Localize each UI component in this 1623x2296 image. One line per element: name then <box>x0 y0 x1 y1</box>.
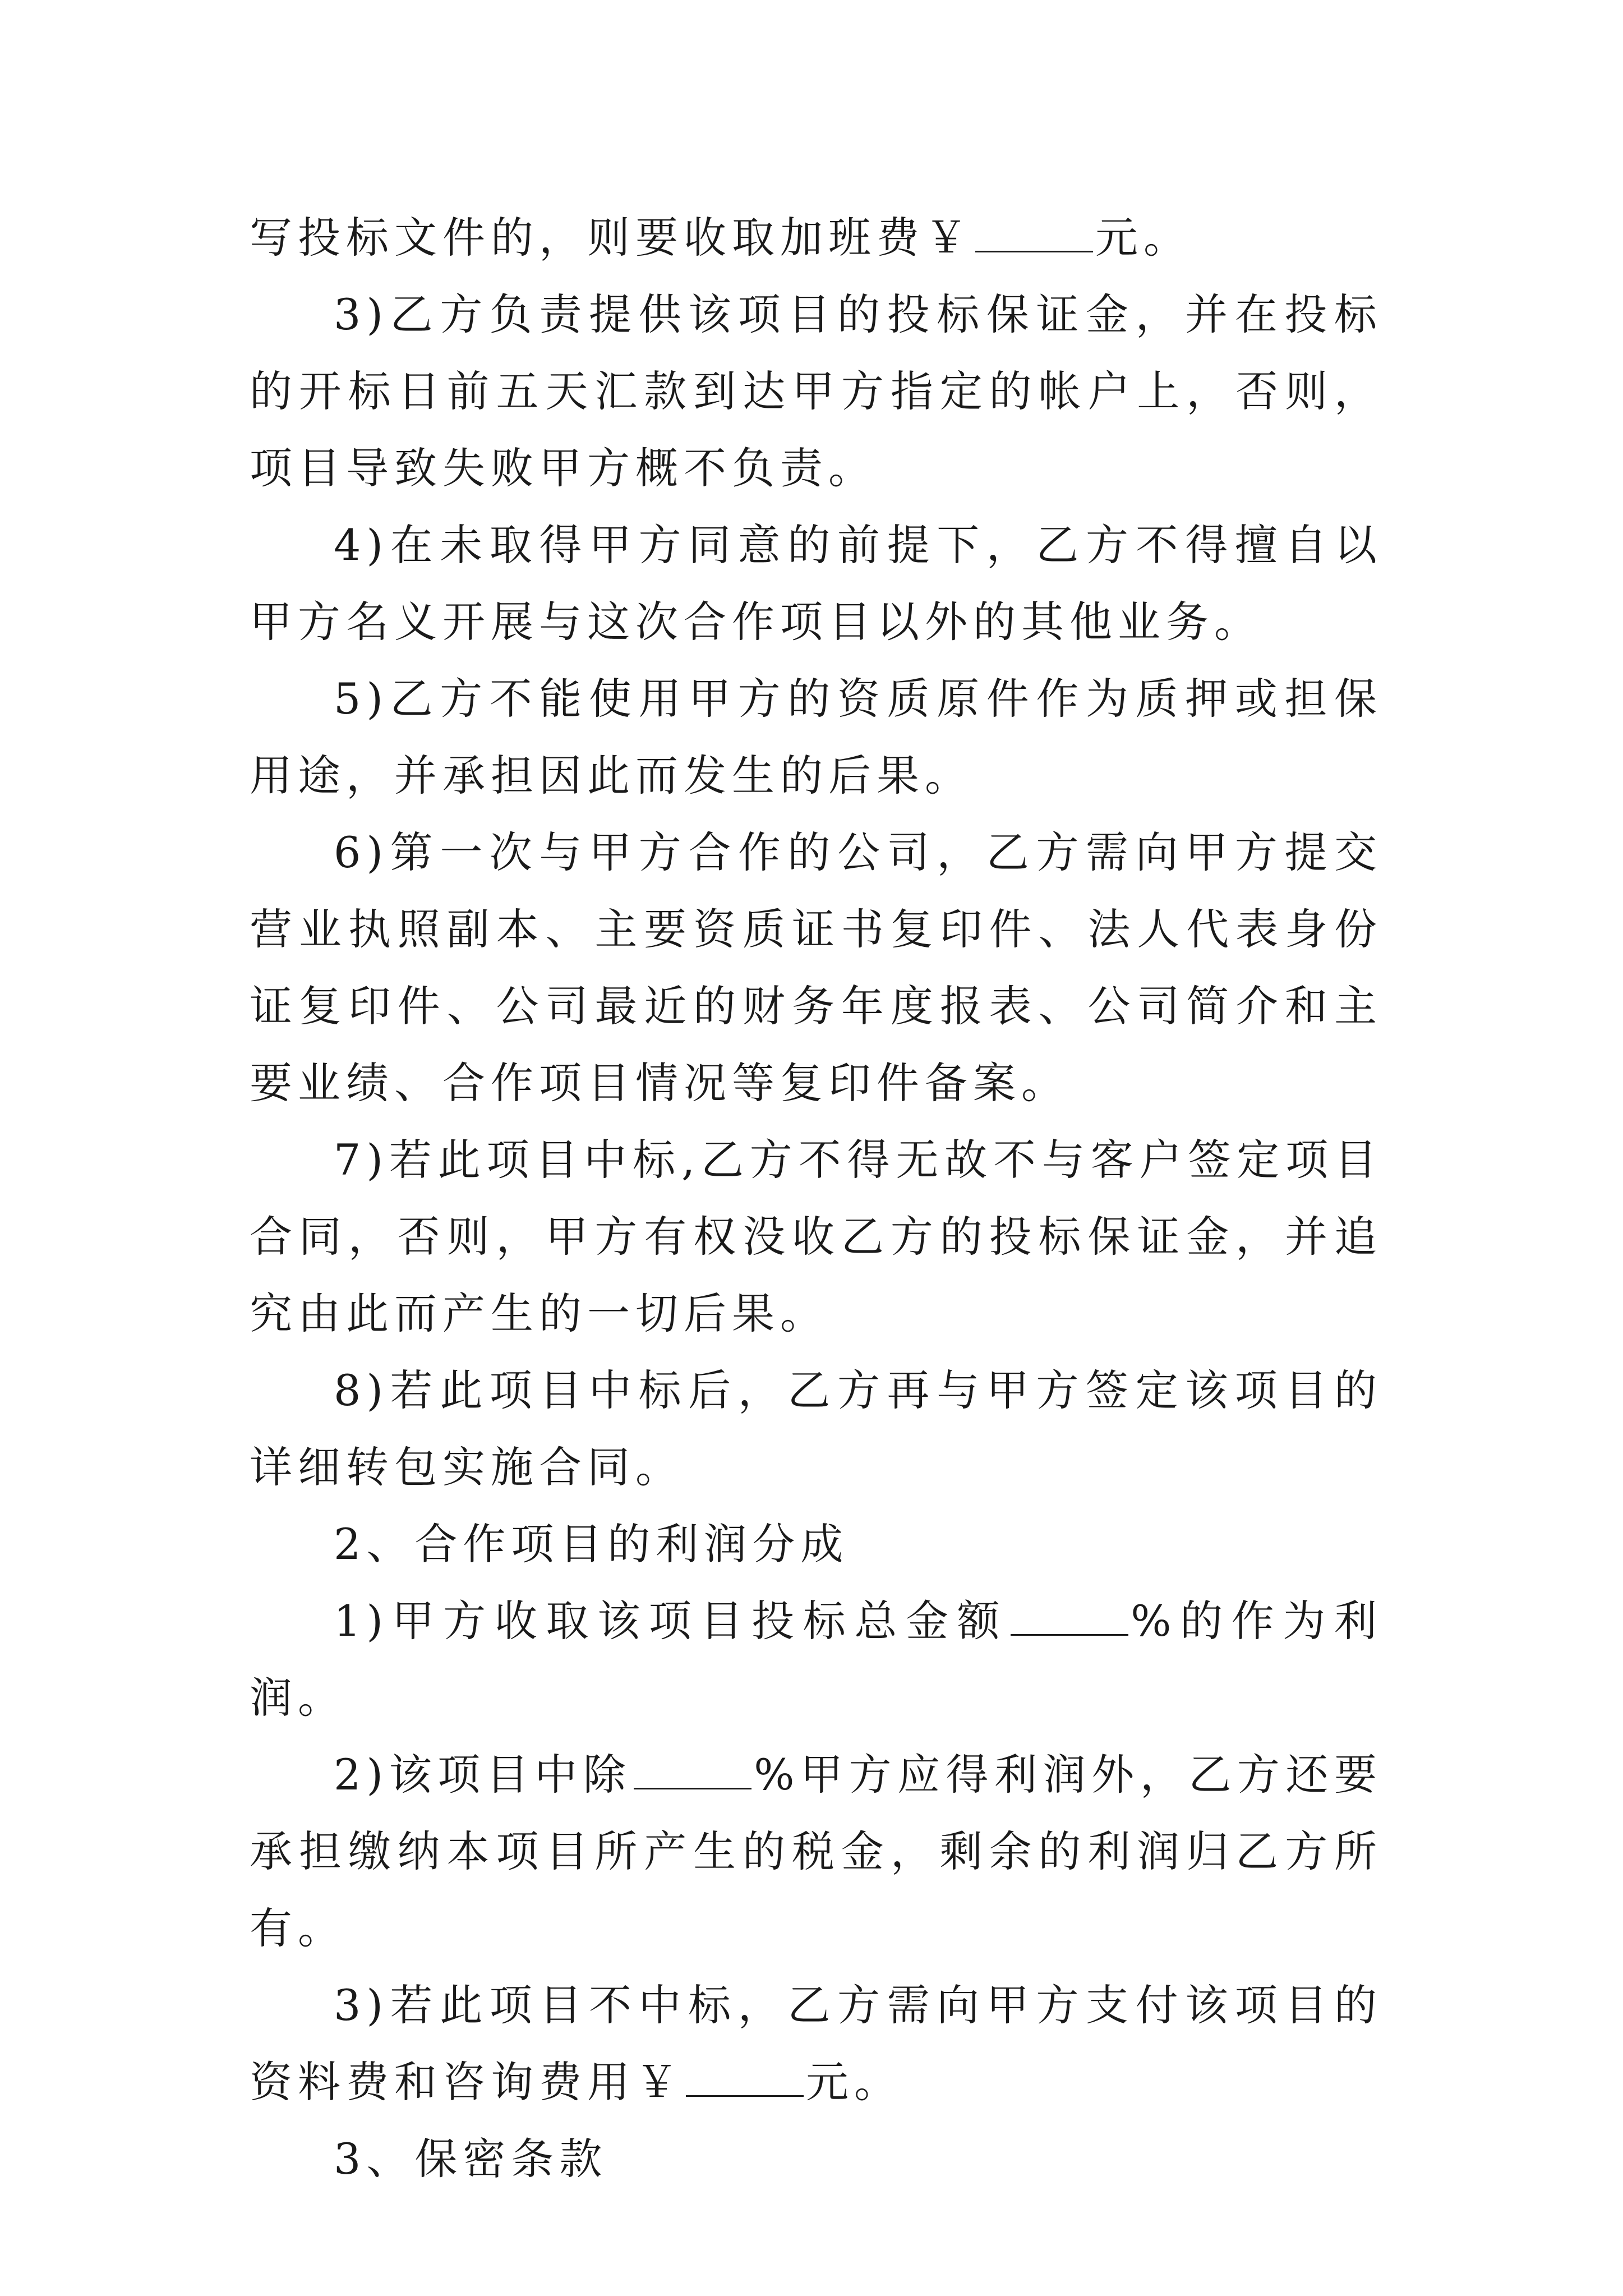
blank-fill-line <box>686 2062 804 2097</box>
paragraph-text: %的作为利润。 <box>250 1596 1382 1723</box>
paragraph-text: 写投标文件的，则要收取加班费￥ <box>250 213 973 263</box>
paragraph-text: %甲方应得利润外，乙方还要承担缴纳本项目所产生的税金，剩余的利润归乙方所有。 <box>250 1750 1382 1953</box>
paragraph-text: 3)若此项目不中标，乙方需向甲方支付该项目的资料费和咨询费用￥ <box>250 1980 1382 2107</box>
blank-fill-line <box>975 217 1093 252</box>
paragraph-clause-4-business: 4)在未取得甲方同意的前提下，乙方不得擅自以甲方名义开展与这次合作项目以外的其他业务。 <box>250 520 1382 647</box>
paragraph-profit-1 <box>250 1582 1382 1736</box>
paragraph-text: 2)该项目中除 <box>334 1750 632 1800</box>
paragraph-profit-2 <box>250 1736 1382 1967</box>
paragraph-profit-3 <box>250 1967 1382 2120</box>
paragraph-text: 元。 <box>806 2057 902 2107</box>
paragraph-clause-8-subcontract: 8)若此项目中标后，乙方再与甲方签定该项目的详细转包实施合同。 <box>250 1365 1382 1492</box>
section-heading-profit-sharing: 2、合作项目的利润分成 <box>334 1519 849 1569</box>
paragraph-clause-7-contract: 7)若此项目中标,乙方不得无故不与客户签定项目合同，否则，甲方有权没收乙方的投标保证金，并追究由此而产生的一切后果。 <box>250 1135 1382 1338</box>
paragraph-clause-5-qualification: 5)乙方不能使用甲方的资质原件作为质押或担保用途，并承担因此而发生的后果。 <box>250 674 1382 800</box>
blank-fill-line <box>1011 1600 1128 1636</box>
paragraph-text: 1)甲方收取该项目投标总金额 <box>334 1596 1009 1646</box>
paragraph-clause-3-deposit: 3)乙方负责提供该项目的投标保证金，并在投标的开标日前五天汇款到达甲方指定的帐户上，否则，项目导致失败甲方概不负责。 <box>250 289 1382 493</box>
paragraph-overtime-fee <box>250 199 1382 276</box>
blank-fill-line <box>634 1754 751 1789</box>
paragraph-clause-6-documents: 6)第一次与甲方合作的公司，乙方需向甲方提交营业执照副本、主要资质证书复印件、法人代表身份证复印件、公司最近的财务年度报表、公司简介和主要业绩、合作项目情况等复印件备案。 <box>250 827 1382 1108</box>
section-heading-confidentiality: 3、保密条款 <box>334 2134 608 2184</box>
paragraph-text: 元。 <box>1095 213 1192 263</box>
document-body <box>250 199 1382 2197</box>
